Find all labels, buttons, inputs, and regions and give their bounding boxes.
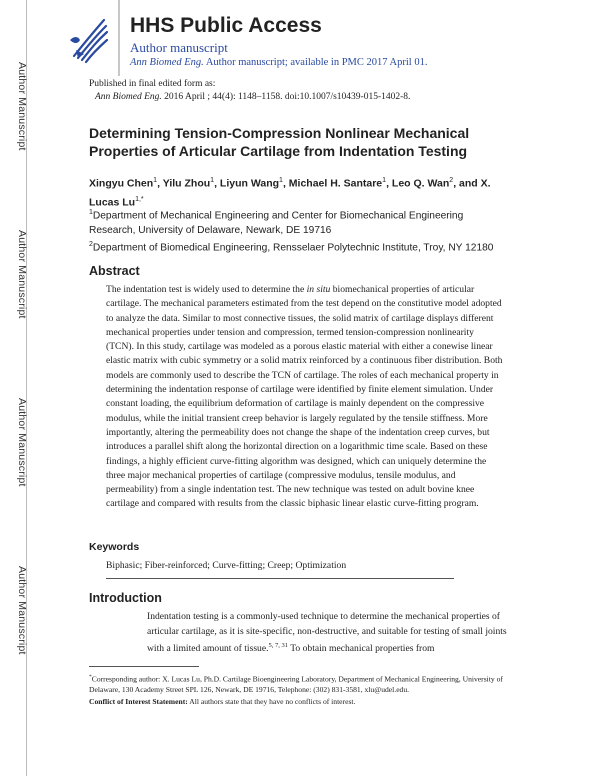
author-name: Xingyu Chen [89, 177, 154, 190]
citation-text: 2016 April ; 44(4): 1148–1158. doi:10.1007/s10439-015-1402-8. [164, 92, 411, 102]
footnote-sup: * [89, 674, 92, 680]
author-sup: 1,* [135, 195, 144, 203]
affiliation-sup: 1 [89, 209, 93, 216]
header-subtitle: Author manuscript [130, 40, 228, 55]
footnote-text: Corresponding author: X. Lucas Lu, Ph.D. Cartilage Bioengineering Laboratory, Department of Mechanical Engineering, University of Delaware, 130 Academy Street SPL 126, Newark, DE 19716, Telephone: (302) 831-3581, xlu@udel.edu. [89, 674, 503, 695]
author-name: Yilu Zhou [162, 177, 211, 190]
author-name: Liyun Wang [219, 177, 280, 190]
article-title: Determining Tension-Compression Nonlinear Mechanical Properties of Articular Cartilage from Indentation Testing [89, 125, 470, 159]
author-sup: 1 [153, 177, 158, 184]
intro-text-2: To obtain mechanical properties from [288, 643, 435, 655]
affiliation-2 [89, 237, 509, 255]
author-sup: 2 [449, 177, 454, 184]
header-journal-line [130, 57, 427, 68]
author-sup: 1 [382, 177, 387, 184]
sidebar-label-3: Author Manuscript [16, 398, 28, 487]
sidebar-label-4: Author Manuscript [16, 566, 28, 655]
keywords-text: Biphasic; Fiber-reinforced; Curve-fitting; Creep; Optimization [106, 560, 347, 571]
author-name: X. Lucas Lu [89, 177, 491, 208]
header-journal-rest: Author manuscript; available in PMC 2017 April 01. [205, 57, 428, 68]
conflict-label: Conflict of Interest Statement: [89, 697, 188, 706]
intro-refs[interactable]: 5, 7, 31 [268, 642, 289, 649]
conflict-statement [89, 697, 355, 706]
author-sup: 1 [210, 177, 215, 184]
header-journal-name: Ann Biomed Eng. [130, 57, 204, 68]
affiliation-text: Department of Mechanical Engineering and Center for Biomechanical Engineering Research, University of Delaware, Newark, DE 19716 [89, 210, 464, 237]
abstract-part2: biomechanical properties of articular cartilage. The mechanical parameters estimated from the test depend on the constitutive model adopted to analyze the data. Similar to most connective tissues, the solid matrix of cartilage displays different mechanical properties under tension and compression, termed tension-compression nonlinearity (TCN). In this study, cartilage was modeled as a porous elastic material with either a conewise linear elastic matrix with cubic symmetry or a solid matrix reinforced by a continuous fiber distribution. Both models are commonly used to describe the TCN of cartilage. The roles of each mechanical property in determining the indentation response of cartilage were identified by finite element simulation. Under constant loading, the equilibrium deformation of cartilage is mainly dependent on the compressive modulus, while the initial transient creep behavior is largely regulated by the tensile stiffness. More importantly, altering the permeability does not change the shape of the indentation creep curves, but introduces a parallel shift along the horizontal direction on a logarithmic time scale. Based on these findings, a highly efficient curve-fitting algorithm was designed, which can uniquely determine the three major mechanical properties of cartilage (compressive modulus, tensile modulus, and permeability) from a single indentation test. The new technique was tested on adult bovine knee cartilage and compared with results from the classic biphasic linear elastic curve-fitting program. [106, 284, 503, 510]
abstract-italic: in situ [306, 284, 331, 295]
abstract-heading: Abstract [89, 264, 140, 278]
introduction-heading: Introduction [89, 591, 162, 605]
published-line: Published in final edited form as: [89, 79, 216, 89]
sidebar-label-2: Author Manuscript [16, 230, 28, 319]
publication-info [89, 78, 410, 104]
author-name: Michael H. Santare [288, 177, 383, 190]
corresponding-author-footnote [89, 672, 529, 696]
keywords-heading: Keywords [89, 541, 140, 553]
author-list: Xingyu Chen$^1$, Yilu Zhou$^1$, Liyun Wang$^1$, Michael H. Santare$^1$, Leo Q. Wan$^2$, and X. Lucas $Lu^{1,*}$ [89, 177, 491, 208]
affiliation-1 [89, 205, 509, 238]
conflict-text: All authors state that they have no conflicts of interest. [187, 697, 356, 706]
citation-journal: Ann Biomed Eng. [95, 92, 162, 102]
hhs-eagle-logo-icon [64, 10, 112, 68]
keywords-divider [106, 578, 454, 579]
abstract-part1: The indentation test is widely used to determine the [106, 284, 307, 295]
citation-line [89, 91, 410, 104]
abstract-body [106, 283, 504, 512]
affiliation-sup: 2 [89, 241, 93, 248]
header-title: HHS Public Access [130, 14, 322, 37]
author-name: Leo Q. Wan [391, 177, 450, 190]
header-divider [118, 0, 120, 76]
affiliation-text: Department of Biomedical Engineering, Rensselaer Polytechnic Institute, Troy, NY 12180 [92, 242, 494, 254]
intro-text-1: Indentation testing is a commonly-used technique to determine the mechanical properties of articular cartilage, as it is site-specific, non-destructive, and suitable for testing of small joints with a limited amount of tissue. [147, 611, 507, 655]
author-sup: 1 [279, 177, 283, 184]
sidebar-label-1: Author Manuscript [16, 62, 28, 151]
introduction-body [147, 610, 517, 657]
footnote-divider [89, 666, 199, 667]
